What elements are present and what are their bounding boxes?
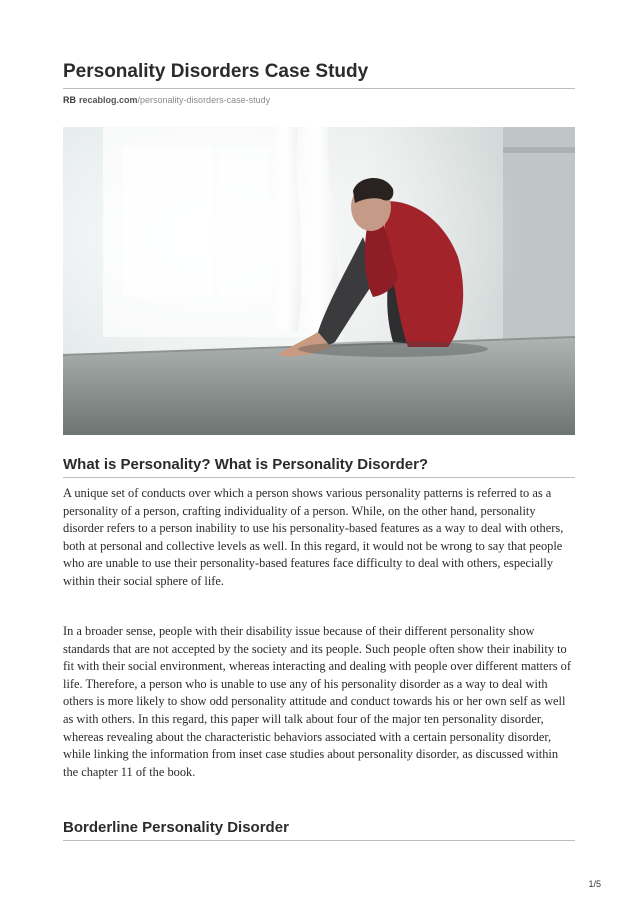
section-divider <box>63 840 575 841</box>
source-line <box>63 95 270 105</box>
site-logo: RB <box>63 95 76 105</box>
paragraph-broader-sense: In a broader sense, people with their disability issue because of their different personality show standards that are not accepted by the society and its people. Such people often show their inability to fit with their social environment, whereas interacting and dealing with people over different matters of life. Therefore, a person who is unable to use any of his personality disorder as a way to deal with others is more likely to show odd personality attitude and conduct towards his or her own self as well as with others. In this regard, this paper will talk about four of the major ten personality disorder, whereas revealing about the characteristic behaviors associated with a certain personality disorder, while linking the information from inset case studies about personality disorder, as discussed within the chapter 11 of the book. <box>63 624 571 779</box>
sad-man-illustration <box>63 127 575 435</box>
page-number: 1/5 <box>588 879 601 889</box>
hero-image <box>63 127 575 435</box>
source-path[interactable]: /personality-disorders-case-study <box>137 95 271 105</box>
page-title: Personality Disorders Case Study <box>63 61 369 82</box>
source-domain[interactable]: recablog.com <box>79 95 138 105</box>
section-heading-personality: What is Personality? What is Personality Disorder? <box>63 456 429 473</box>
paragraph-definition: A unique set of conducts over which a person shows various personality patterns is referred to as a personality of a person, crafting individuality of a person. While, on the other hand, personality disorder refers to a person inability to use his personality-based features as a way to deal with others, both at personal and collective levels as well. In this regard, it would not be wrong to say that people who are unable to use their personality-based features face difficulty to deal with others, especially within their social sphere of life. <box>63 486 564 588</box>
title-divider <box>63 88 575 89</box>
section-heading-borderline: Borderline Personality Disorder <box>63 819 289 836</box>
section-divider <box>63 477 575 478</box>
